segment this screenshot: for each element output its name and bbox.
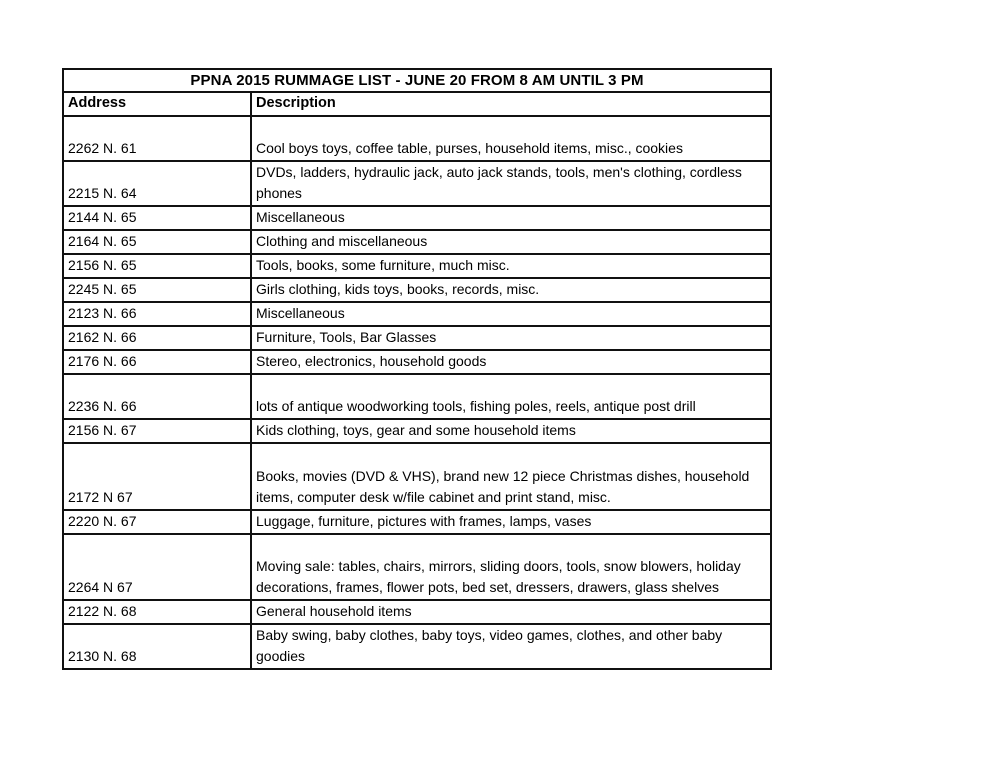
column-header-address: Address [63,92,251,116]
description-cell: Tools, books, some furniture, much misc. [251,254,771,278]
table-row [63,278,771,302]
address-cell: 2123 N. 66 [63,302,251,326]
description-cell: DVDs, ladders, hydraulic jack, auto jack stands, tools, men's clothing, cordless phones [251,161,771,206]
description-cell: Miscellaneous [251,302,771,326]
address-cell: 2172 N 67 [63,443,251,510]
address-cell: 2262 N. 61 [63,116,251,161]
table-row [63,443,771,510]
address-cell: 2264 N 67 [63,534,251,600]
table-row [63,350,771,374]
address-cell: 2156 N. 65 [63,254,251,278]
table-header-row [63,92,771,116]
description-cell: Luggage, furniture, pictures with frames, lamps, vases [251,510,771,534]
description-cell: lots of antique woodworking tools, fishing poles, reels, antique post drill [251,374,771,419]
table-row [63,161,771,206]
address-cell: 2215 N. 64 [63,161,251,206]
description-cell: Miscellaneous [251,206,771,230]
address-cell: 2162 N. 66 [63,326,251,350]
table-row [63,230,771,254]
description-cell: Stereo, electronics, household goods [251,350,771,374]
table-body [63,116,771,669]
description-cell: Furniture, Tools, Bar Glasses [251,326,771,350]
table-title: PPNA 2015 RUMMAGE LIST - JUNE 20 FROM 8 AM UNTIL 3 PM [63,69,771,92]
description-cell: Baby swing, baby clothes, baby toys, video games, clothes, and other baby goodies [251,624,771,669]
table-row [63,254,771,278]
address-cell: 2122 N. 68 [63,600,251,624]
table-row [63,116,771,161]
description-cell: Girls clothing, kids toys, books, records, misc. [251,278,771,302]
table-row [63,624,771,669]
table-row [63,374,771,419]
address-cell: 2245 N. 65 [63,278,251,302]
table-row [63,534,771,600]
description-cell: General household items [251,600,771,624]
address-cell: 2220 N. 67 [63,510,251,534]
table-row [63,302,771,326]
table-row [63,600,771,624]
table-row [63,206,771,230]
description-cell: Books, movies (DVD & VHS), brand new 12 piece Christmas dishes, household items, computer desk w/file cabinet and print stand, misc. [251,443,771,510]
address-cell: 2164 N. 65 [63,230,251,254]
table-head [63,69,771,116]
address-cell: 2144 N. 65 [63,206,251,230]
table-row [63,326,771,350]
column-header-description: Description [251,92,771,116]
table-row [63,419,771,443]
description-cell: Kids clothing, toys, gear and some household items [251,419,771,443]
description-cell: Clothing and miscellaneous [251,230,771,254]
description-cell: Moving sale: tables, chairs, mirrors, sliding doors, tools, snow blowers, holiday decorations, frames, flower pots, bed set, dressers, drawers, glass shelves [251,534,771,600]
description-cell: Cool boys toys, coffee table, purses, household items, misc., cookies [251,116,771,161]
address-cell: 2130 N. 68 [63,624,251,669]
table-row [63,510,771,534]
address-cell: 2236 N. 66 [63,374,251,419]
address-cell: 2156 N. 67 [63,419,251,443]
address-cell: 2176 N. 66 [63,350,251,374]
table-title-row [63,69,771,92]
rummage-list-table [62,68,772,670]
